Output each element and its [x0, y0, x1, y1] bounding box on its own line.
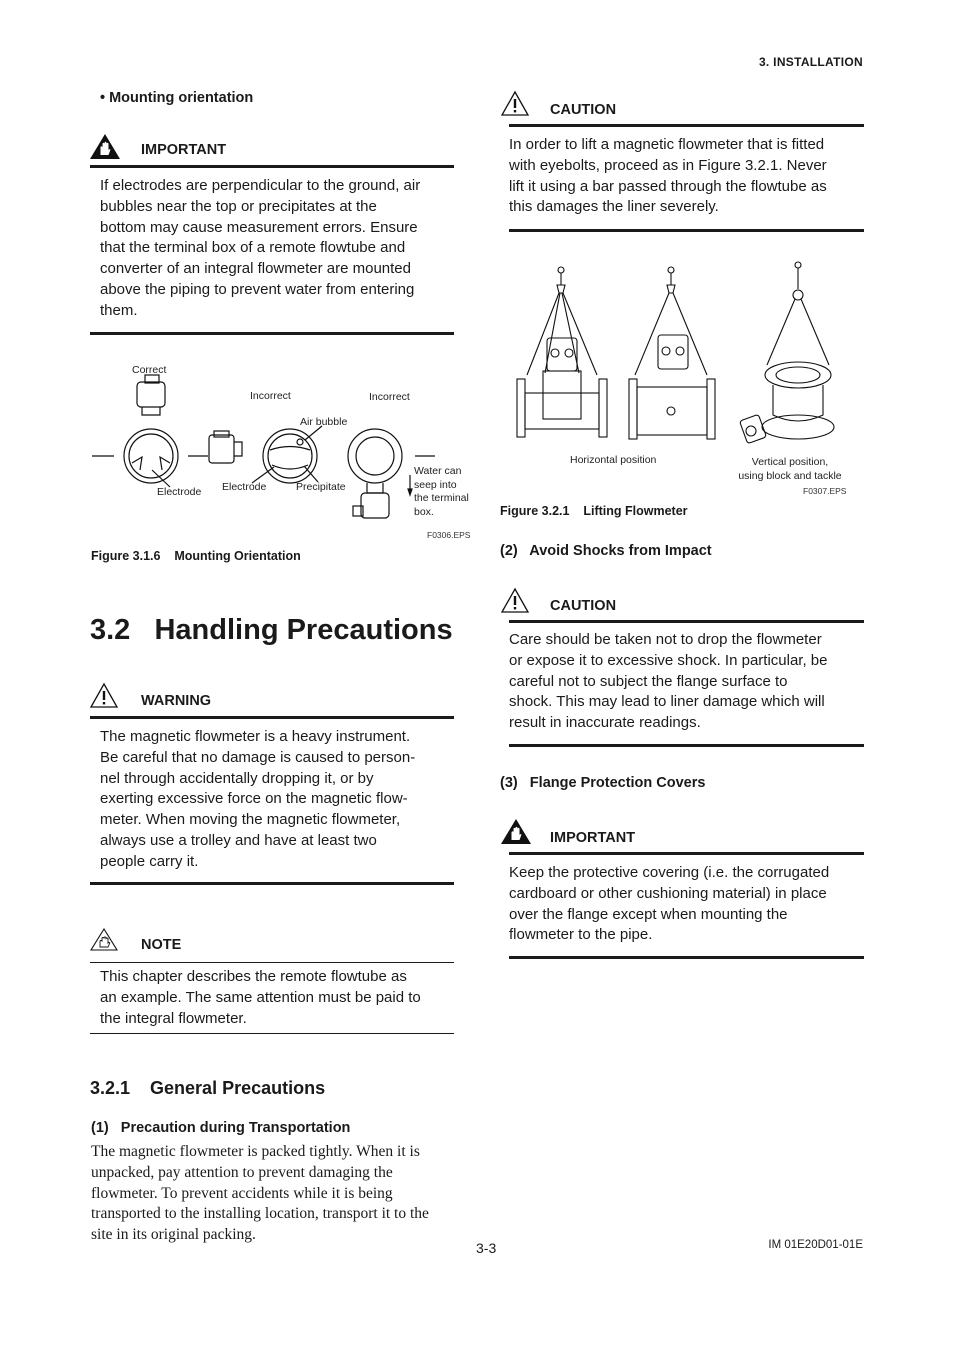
caution-icon	[501, 91, 531, 117]
caution-label: CAUTION	[550, 102, 617, 118]
important-top-rule	[90, 165, 454, 168]
note-top-rule	[90, 962, 454, 963]
warning-text: The magnetic flowmeter is a heavy instrument. Be careful that no damage is caused to person- nel through accidentally dropping it, or by exerting excessive force on the magnetic flow- meter. When moving the magnetic flowmeter, always use a trolley and have at least two people carry it.	[100, 728, 416, 870]
note-icon	[90, 928, 120, 952]
important-hand-icon-2	[501, 819, 533, 845]
caution2-top-rule	[509, 620, 864, 623]
label-incorrect-2: Incorrect	[369, 391, 410, 403]
label-correct: Correct	[132, 364, 167, 376]
label-precipitate: Precipitate	[296, 481, 346, 493]
label-electrode-2: Electrode	[222, 481, 267, 493]
caution2-text: Care should be taken not to drop the flowmeter or expose it to excessive shock. In particular, be careful not to subject the flange surface to shock. This may lead to liner damage which will result in inaccurate readings.	[509, 631, 828, 732]
transport-heading: (1) Precaution during Transportation	[91, 1120, 351, 1136]
important2-top-rule	[509, 852, 864, 855]
important2-text: Keep the protective covering (i.e. the corrugated cardboard or other cushioning material) in place over the flange except when mounting the flowmeter to the pipe.	[509, 864, 830, 944]
warning-bottom-rule	[90, 882, 454, 885]
page-number: 3-3	[476, 1240, 497, 1256]
label-air-bubble: Air bubble	[300, 416, 348, 428]
caution2-bottom-rule	[509, 744, 864, 747]
label-vertical-position: Vertical position, using block and tackle	[738, 456, 842, 482]
figure-lifting-flowmeter	[505, 255, 865, 455]
transport-text: The magnetic flowmeter is packed tightly. When it is unpacked, pay attention to prevent damaging the flowmeter. To prevent accidents while it is being transported to the installing location, transport it to the site in its original packing.	[91, 1143, 429, 1244]
caution-text: In order to lift a magnetic flowmeter that is fitted with eyebolts, proceed as in Figure 3.2.1. Never lift it using a bar passed through the flowtube as this damages the liner severely.	[509, 136, 827, 216]
important-label: IMPORTANT	[141, 142, 227, 158]
figure-file-id: F0306.EPS	[427, 530, 471, 540]
caution-icon-2	[501, 588, 531, 614]
important-hand-icon	[90, 134, 122, 160]
warning-label: WARNING	[141, 693, 212, 709]
note-text: This chapter describes the remote flowtube as an example. The same attention must be paid to the integral flowmeter.	[100, 968, 421, 1027]
figure-caption-316: Figure 3.1.6 Mounting Orientation	[91, 549, 301, 563]
subsection-heading: 3.2.1 General Precautions	[90, 1078, 326, 1098]
important2-bottom-rule	[509, 956, 864, 959]
caution-label-2: CAUTION	[550, 598, 617, 614]
important-label-2: IMPORTANT	[550, 830, 636, 846]
warning-icon	[90, 683, 120, 709]
caution-top-rule	[509, 124, 864, 127]
label-electrode-1: Electrode	[157, 486, 202, 498]
caution-bottom-rule	[509, 229, 864, 232]
note-label: NOTE	[141, 937, 182, 953]
label-water-can-seep: Water can seep into the terminal box.	[414, 465, 469, 518]
document-id: IM 01E20D01-01E	[768, 1239, 863, 1251]
label-horizontal-position: Horizontal position	[570, 454, 657, 466]
running-header: 3. INSTALLATION	[758, 55, 863, 69]
flange-heading: (3) Flange Protection Covers	[500, 775, 706, 791]
warning-top-rule	[90, 716, 454, 719]
shocks-heading: (2) Avoid Shocks from Impact	[500, 543, 712, 559]
important-bottom-rule	[90, 332, 454, 335]
important-text: If electrodes are perpendicular to the ground, air bubbles near the top or precipitates at the bottom may cause measurement errors. Ensure that the terminal box of a remote flowtube and converter of an integral flowmeter are mounted above the piping to prevent water from entering them.	[100, 177, 421, 319]
figure-file-id-2: F0307.EPS	[803, 486, 847, 496]
mounting-orientation-bullet: • Mounting orientation	[100, 90, 254, 106]
figure-caption-321: Figure 3.2.1 Lifting Flowmeter	[500, 504, 688, 518]
note-bottom-rule	[90, 1033, 454, 1034]
section-heading: 3.2 Handling Precautions	[90, 614, 453, 646]
label-incorrect-1: Incorrect	[250, 390, 291, 402]
